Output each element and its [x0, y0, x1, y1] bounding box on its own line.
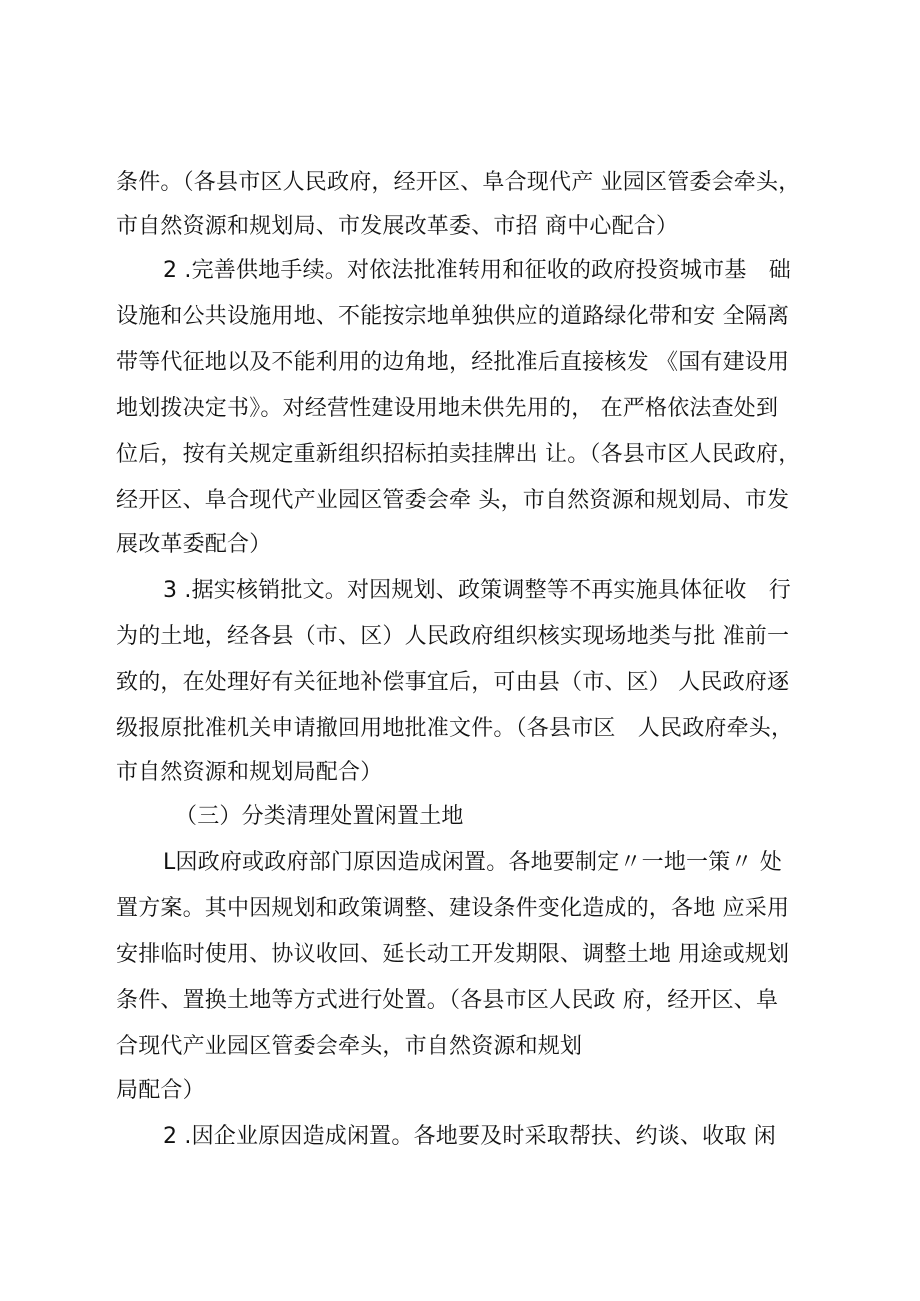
paragraph-start-line: 2 .因企业原因造成闲置。各地要及时采取帮扶、约谈、收取 闲	[163, 1124, 776, 1149]
text-line: 局配合）	[116, 1078, 205, 1103]
text-line: 带等代征地以及不能利用的边角地，经批准后直接核发 《国有建设用	[116, 350, 790, 375]
text-line: 置方案。其中因规划和政策调整、建设条件变化造成的，各地 应采用	[116, 896, 790, 921]
paragraph-start-line: 2 .完善供地手续。对依法批准转用和征收的政府投资城市基 础	[163, 258, 791, 283]
text-line: 设施和公共设施用地、不能按宗地单独供应的道路绿化带和安 全隔离	[116, 304, 790, 329]
paragraph-start-line: 3 .据实核销批文。对因规划、政策调整等不再实施具体征收 行	[163, 578, 791, 603]
text-line: 位后，按有关规定重新组织招标拍卖挂牌出 让。（各县市区人民政府，	[116, 442, 801, 467]
text-line: 经开区、阜合现代产业园区管委会牵 头，市自然资源和规划局、市发	[116, 488, 790, 513]
text-line: 市自然资源和规划局、市发展改革委、市招 商中心配合）	[116, 214, 679, 239]
text-line: 条件、置换土地等方式进行处置。（各县市区人民政 府，经开区、阜	[116, 988, 779, 1013]
text-line: 安排临时使用、协议收回、延长动工开发期限、调整土地 用途或规划	[116, 942, 790, 967]
text-line: 地划拨决定书》。对经营性建设用地未供先用的， 在严格依法查处到	[116, 396, 779, 421]
paragraph-start-line: L因政府或政府部门原因造成闲置。各地要制定〃一地一策〃 处	[163, 850, 783, 875]
text-line: 条件。（各县市区人民政府，经开区、阜合现代产 业园区管委会牵头，	[116, 170, 801, 195]
text-line: 级报原批准机关申请撤回用地批准文件。（各县市区 人民政府牵头，	[116, 716, 794, 741]
text-line: 市自然资源和规划局配合）	[116, 760, 383, 785]
section-heading: （三）分类清理处置闲置土地	[175, 804, 464, 829]
text-line: 合现代产业园区管委会牵头，市自然资源和规划	[116, 1034, 583, 1059]
text-line: 为的土地，经各县（市、区）人民政府组织核实现场地类与批 准前一	[116, 624, 790, 649]
text-line: 展改革委配合）	[116, 532, 272, 557]
text-line: 致的，在处理好有关征地补偿事宜后，可由县（市、区） 人民政府逐	[116, 670, 790, 695]
